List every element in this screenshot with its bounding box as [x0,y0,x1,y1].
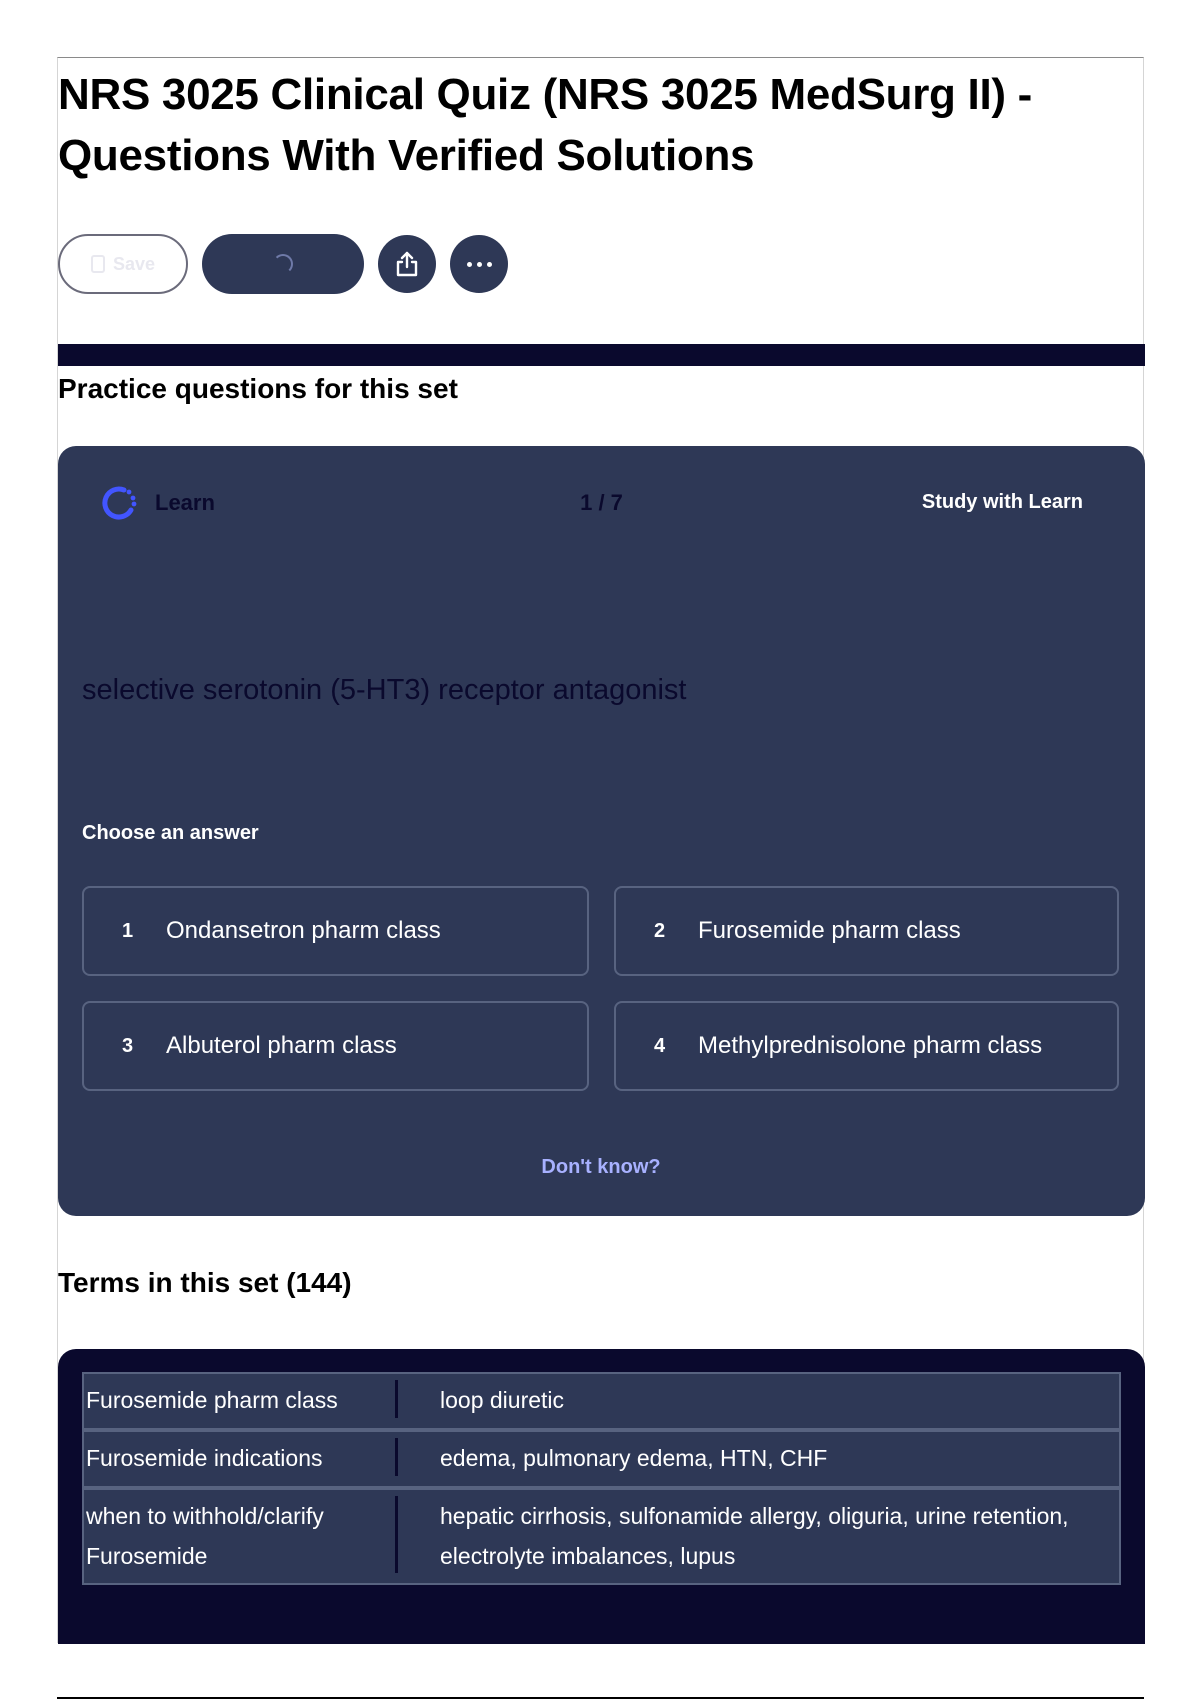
option-number: 1 [122,919,134,942]
practice-heading: Practice questions for this set [58,373,458,404]
divider-bar [58,344,1145,366]
practice-card [58,446,1145,1216]
option-number: 4 [654,1034,666,1057]
more-icon [467,262,492,267]
share-button[interactable] [378,235,436,293]
bookmark-icon [91,255,105,273]
term-separator [395,1438,398,1476]
answer-option-1[interactable] [82,886,589,976]
answer-option-2[interactable] [614,886,1119,976]
share-icon [394,250,420,278]
term-row[interactable] [82,1372,1121,1430]
option-label: Ondansetron pharm class [166,917,441,944]
learn-mode-label: Learn [155,490,215,515]
term-definition: loop diuretic [440,1387,565,1413]
option-number: 3 [122,1034,134,1057]
page-title: NRS 3025 Clinical Quiz (NRS 3025 MedSurg II) - Questions With Verified Solutions [58,70,1033,180]
option-number: 2 [654,919,666,942]
question-text: selective serotonin (5-HT3) receptor antagonist [82,674,687,706]
term-row[interactable] [82,1430,1121,1488]
term-separator [395,1496,398,1573]
action-bar [58,234,518,294]
option-label: Albuterol pharm class [166,1032,397,1059]
loading-button[interactable] [202,234,364,294]
option-label: Methylprednisolone pharm class [698,1032,1043,1059]
term-word: Furosemide indications [86,1445,323,1471]
save-button[interactable] [58,234,188,294]
dont-know-button[interactable]: Don't know? [541,1156,661,1178]
study-set-page [57,57,1144,1643]
choose-answer-prompt: Choose an answer [82,822,259,844]
term-definition: hepatic cirrhosis, sulfonamide allergy, oliguria, urine retention, electrolyte imbalances, lupus [440,1503,1069,1569]
learn-icon [98,482,140,524]
term-separator [395,1380,398,1418]
bottom-rule [57,1697,1144,1699]
term-row[interactable] [82,1488,1121,1585]
term-word: Furosemide pharm class [86,1387,338,1413]
answer-option-3[interactable] [82,1001,589,1091]
question-counter: 1 / 7 [580,490,623,515]
save-label: Save [112,253,156,274]
loading-spinner-icon [273,254,293,274]
terms-heading: Terms in this set (144) [58,1267,352,1298]
study-with-learn-link[interactable]: Study with Learn [921,491,1083,513]
term-definition: edema, pulmonary edema, HTN, CHF [440,1445,828,1471]
answer-option-4[interactable] [614,1001,1119,1091]
term-word: when to withhold/clarify Furosemide [86,1503,324,1569]
option-label: Furosemide pharm class [698,917,961,944]
more-options-button[interactable] [450,235,508,293]
